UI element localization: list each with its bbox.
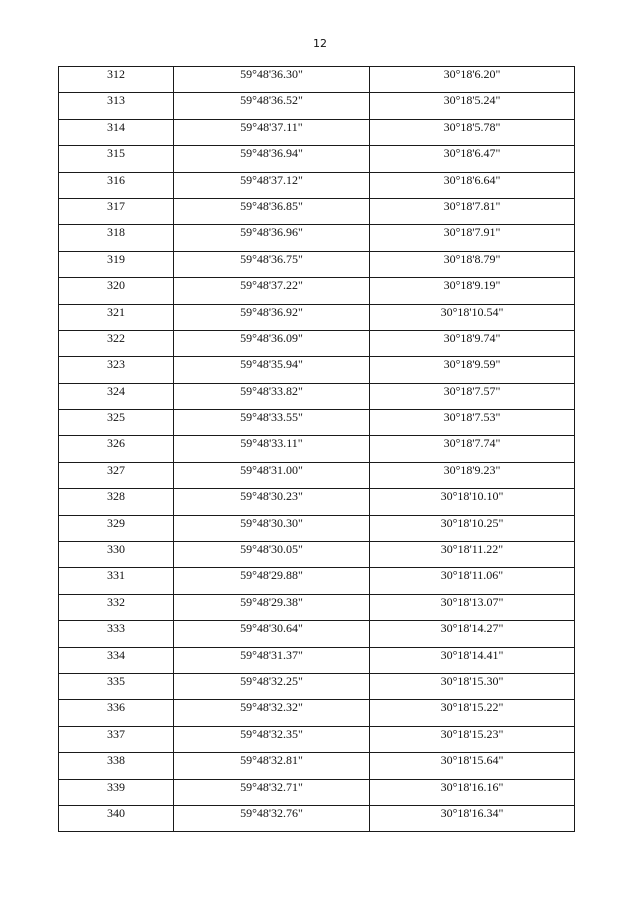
table-row [59,568,575,594]
point-number-cell: 327 [59,462,174,488]
point-number-cell: 324 [59,383,174,409]
latitude-cell: 59°48'31.37" [174,647,370,673]
latitude-cell: 59°48'33.11" [174,436,370,462]
table-row [59,119,575,145]
table-row [59,278,575,304]
latitude-cell: 59°48'35.94" [174,357,370,383]
table-row [59,410,575,436]
table-row [59,304,575,330]
table-row [59,146,575,172]
longitude-cell: 30°18'9.23" [370,462,575,488]
latitude-cell: 59°48'36.94" [174,146,370,172]
point-number-cell: 330 [59,542,174,568]
longitude-cell: 30°18'10.54" [370,304,575,330]
table-row [59,172,575,198]
latitude-cell: 59°48'36.96" [174,225,370,251]
table-row [59,753,575,779]
longitude-cell: 30°18'7.74" [370,436,575,462]
latitude-cell: 59°48'29.38" [174,594,370,620]
point-number-cell: 326 [59,436,174,462]
longitude-cell: 30°18'16.34" [370,805,575,831]
longitude-cell: 30°18'7.81" [370,198,575,224]
longitude-cell: 30°18'15.30" [370,673,575,699]
point-number-cell: 317 [59,198,174,224]
table-row [59,357,575,383]
point-number-cell: 325 [59,410,174,436]
longitude-cell: 30°18'9.19" [370,278,575,304]
latitude-cell: 59°48'32.25" [174,673,370,699]
table-row [59,700,575,726]
longitude-cell: 30°18'6.47" [370,146,575,172]
coordinates-table-body [59,67,575,832]
table-row [59,594,575,620]
longitude-cell: 30°18'9.59" [370,357,575,383]
table-row [59,225,575,251]
longitude-cell: 30°18'15.22" [370,700,575,726]
longitude-cell: 30°18'13.07" [370,594,575,620]
point-number-cell: 333 [59,621,174,647]
point-number-cell: 335 [59,673,174,699]
longitude-cell: 30°18'7.57" [370,383,575,409]
latitude-cell: 59°48'30.64" [174,621,370,647]
latitude-cell: 59°48'36.92" [174,304,370,330]
coordinates-table [58,66,575,832]
longitude-cell: 30°18'15.64" [370,753,575,779]
table-row [59,673,575,699]
point-number-cell: 334 [59,647,174,673]
table-row [59,726,575,752]
point-number-cell: 314 [59,119,174,145]
point-number-cell: 320 [59,278,174,304]
table-row [59,383,575,409]
longitude-cell: 30°18'7.91" [370,225,575,251]
table-row [59,251,575,277]
latitude-cell: 59°48'32.81" [174,753,370,779]
latitude-cell: 59°48'29.88" [174,568,370,594]
table-row [59,779,575,805]
point-number-cell: 323 [59,357,174,383]
point-number-cell: 339 [59,779,174,805]
table-row [59,489,575,515]
longitude-cell: 30°18'10.10" [370,489,575,515]
table-row [59,93,575,119]
latitude-cell: 59°48'36.09" [174,330,370,356]
latitude-cell: 59°48'37.11" [174,119,370,145]
longitude-cell: 30°18'8.79" [370,251,575,277]
latitude-cell: 59°48'33.82" [174,383,370,409]
longitude-cell: 30°18'11.22" [370,542,575,568]
latitude-cell: 59°48'30.05" [174,542,370,568]
longitude-cell: 30°18'5.78" [370,119,575,145]
point-number-cell: 318 [59,225,174,251]
longitude-cell: 30°18'6.20" [370,67,575,93]
latitude-cell: 59°48'36.85" [174,198,370,224]
latitude-cell: 59°48'37.22" [174,278,370,304]
table-row [59,515,575,541]
point-number-cell: 331 [59,568,174,594]
longitude-cell: 30°18'15.23" [370,726,575,752]
point-number-cell: 336 [59,700,174,726]
point-number-cell: 313 [59,93,174,119]
point-number-cell: 338 [59,753,174,779]
latitude-cell: 59°48'30.30" [174,515,370,541]
latitude-cell: 59°48'36.52" [174,93,370,119]
table-row [59,330,575,356]
latitude-cell: 59°48'32.35" [174,726,370,752]
point-number-cell: 316 [59,172,174,198]
point-number-cell: 321 [59,304,174,330]
table-row [59,647,575,673]
longitude-cell: 30°18'14.41" [370,647,575,673]
point-number-cell: 312 [59,67,174,93]
latitude-cell: 59°48'33.55" [174,410,370,436]
point-number-cell: 337 [59,726,174,752]
latitude-cell: 59°48'32.76" [174,805,370,831]
point-number-cell: 315 [59,146,174,172]
table-row [59,621,575,647]
table-row [59,436,575,462]
latitude-cell: 59°48'37.12" [174,172,370,198]
longitude-cell: 30°18'5.24" [370,93,575,119]
page-number: 12 [313,37,327,50]
point-number-cell: 329 [59,515,174,541]
point-number-cell: 322 [59,330,174,356]
longitude-cell: 30°18'16.16" [370,779,575,805]
latitude-cell: 59°48'30.23" [174,489,370,515]
point-number-cell: 332 [59,594,174,620]
longitude-cell: 30°18'11.06" [370,568,575,594]
point-number-cell: 340 [59,805,174,831]
longitude-cell: 30°18'6.64" [370,172,575,198]
point-number-cell: 319 [59,251,174,277]
latitude-cell: 59°48'36.75" [174,251,370,277]
table-row [59,805,575,831]
latitude-cell: 59°48'36.30" [174,67,370,93]
table-row [59,67,575,93]
table-row [59,542,575,568]
point-number-cell: 328 [59,489,174,515]
latitude-cell: 59°48'32.32" [174,700,370,726]
longitude-cell: 30°18'14.27" [370,621,575,647]
latitude-cell: 59°48'31.00" [174,462,370,488]
longitude-cell: 30°18'10.25" [370,515,575,541]
latitude-cell: 59°48'32.71" [174,779,370,805]
longitude-cell: 30°18'7.53" [370,410,575,436]
longitude-cell: 30°18'9.74" [370,330,575,356]
table-row [59,198,575,224]
table-row [59,462,575,488]
